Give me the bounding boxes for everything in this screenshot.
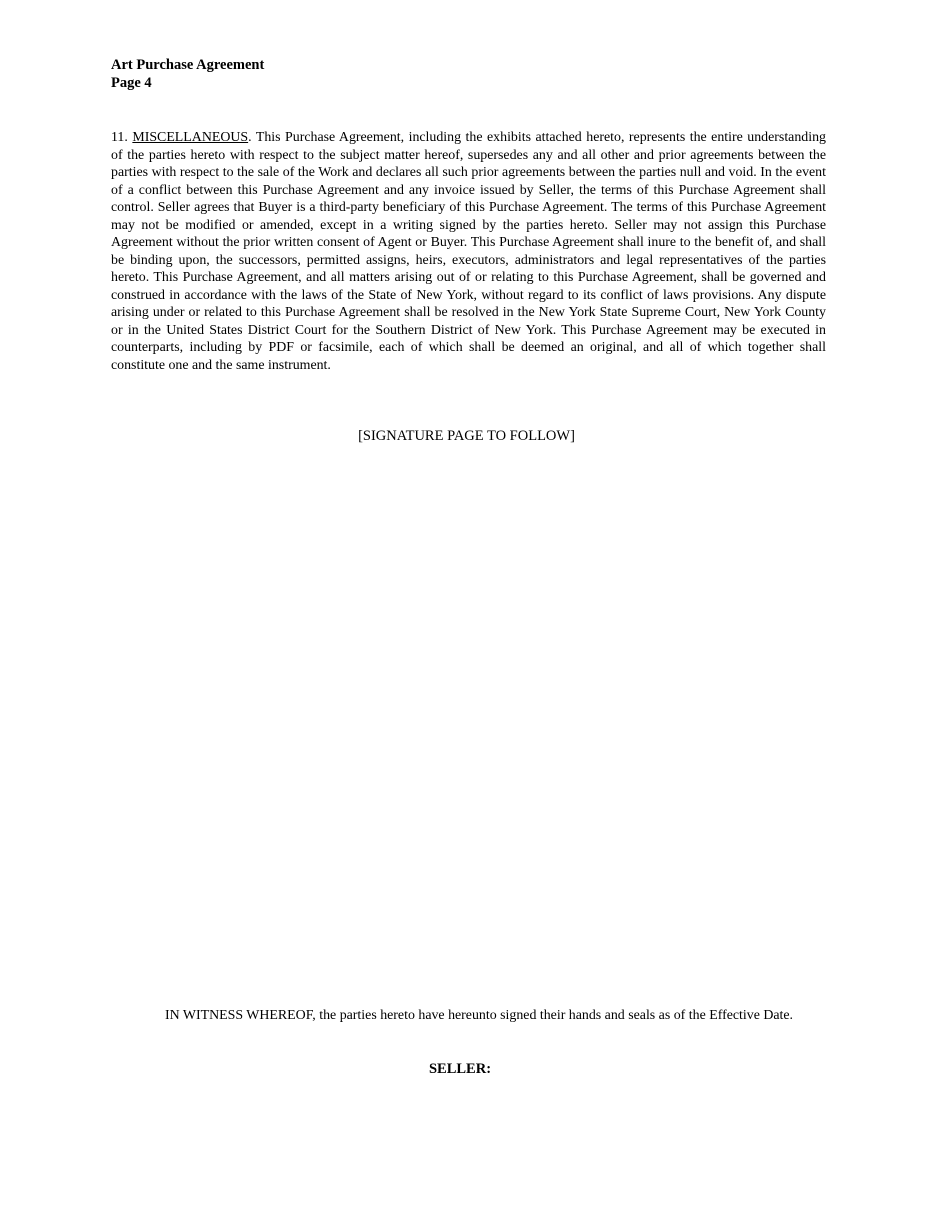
- signature-page-notice: [SIGNATURE PAGE TO FOLLOW]: [358, 428, 575, 444]
- section-11-miscellaneous: [111, 129, 826, 374]
- seller-label: SELLER:: [428, 1061, 492, 1077]
- section-heading: MISCELLANEOUS: [132, 130, 249, 145]
- section-heading-punct: .: [248, 130, 252, 145]
- document-title: Art Purchase Agreement: [111, 57, 265, 73]
- page-number: Page 4: [111, 75, 152, 91]
- section-number: 11.: [111, 130, 128, 145]
- page-header: [111, 56, 264, 92]
- section-body: This Purchase Agreement, including the exhibits attached hereto, represents the entire understanding of the parties hereto with respect to the subject matter hereof, supersedes any and all other and prior agreements between the parties with respect to the sale of the Work and declares all such prior agreements between the parties null and void. In the event of a conflict between this Purchase Agreement and any invoice issued by Seller, the terms of this Purchase Agreement shall control. Seller agrees that Buyer is a third-party beneficiary of this Purchase Agreement. The terms of this Purchase Agreement may not be modified or amended, except in a writing signed by the parties hereto. Seller may not assign this Purchase Agreement without the prior written consent of Agent or Buyer. This Purchase Agreement shall inure to the benefit of, and shall be binding upon, the successors, permitted assigns, heirs, executors, administrators and legal representatives of the parties hereto. This Purchase Agreement, and all matters arising out of or relating to this Purchase Agreement, shall be governed and construed in accordance with the laws of the State of New York, without regard to its conflict of laws provisions. Any dispute arising under or related to this Purchase Agreement shall be resolved in the New York State Supreme Court, New York County or in the United States District Court for the Southern District of New York. This Purchase Agreement may be executed in counterparts, including by PDF or facsimile, each of which shall be deemed an original, and all of which together shall constitute one and the same instrument.: [111, 130, 826, 373]
- witness-clause: IN WITNESS WHEREOF, the parties hereto have hereunto signed their hands and seals as of the Effective Date.: [165, 1008, 794, 1023]
